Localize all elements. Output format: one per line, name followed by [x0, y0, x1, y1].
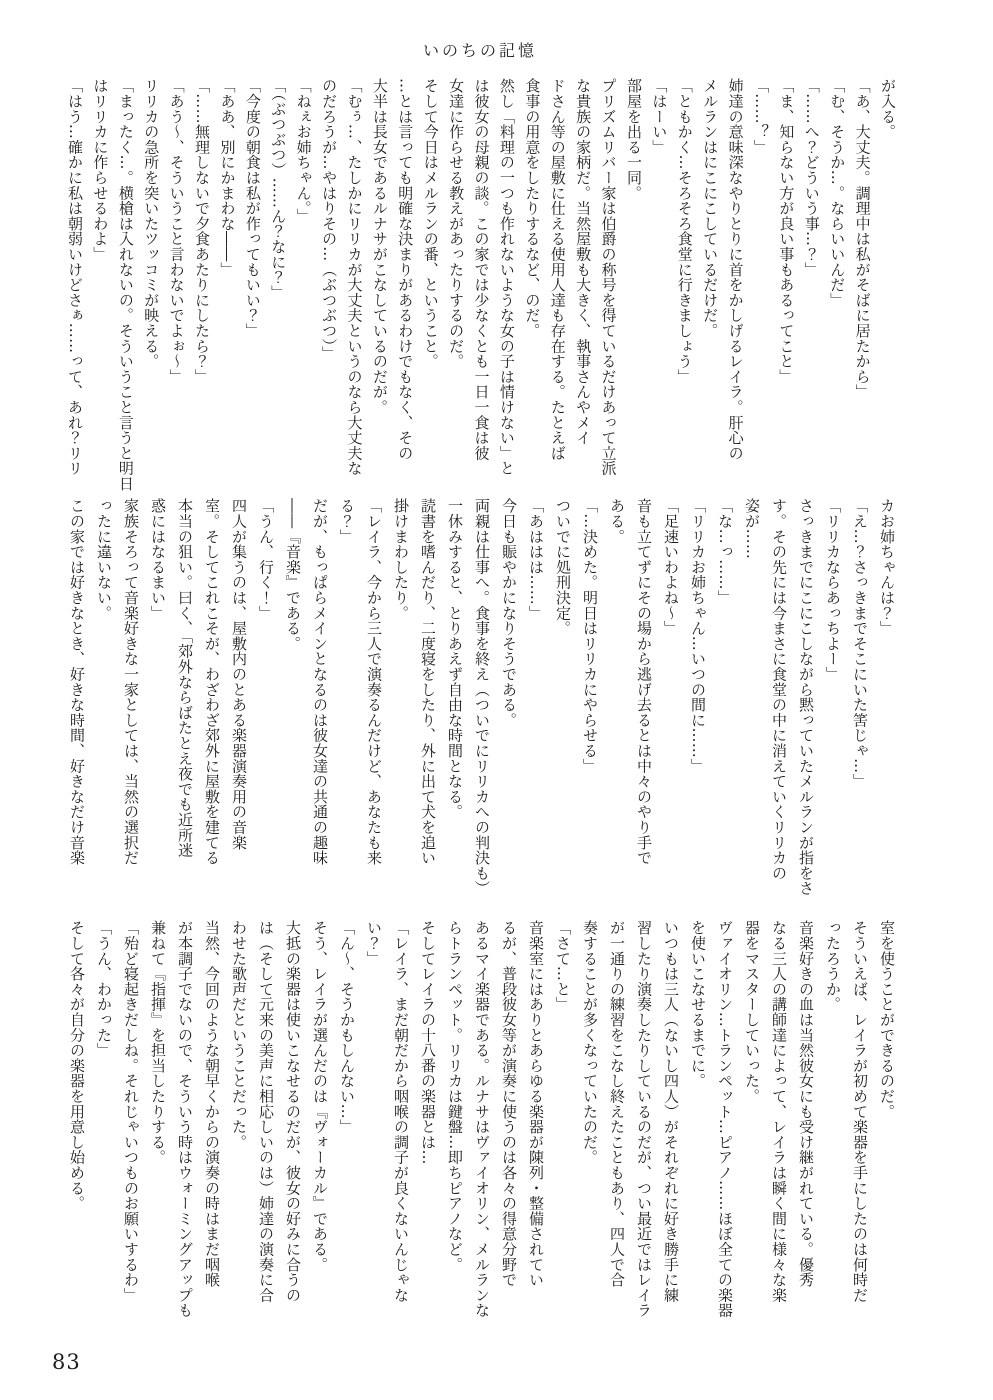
text-column: を使いこなせるまでに。	[689, 920, 707, 1089]
text-column: ヴァイオリン…トランペット…ピアノ……ほぼ全ての楽器	[716, 920, 734, 1318]
text-column: 器をマスターしていった。	[743, 920, 761, 1104]
text-column: 「……無理しないで夕食あたりにしたら？」	[193, 78, 212, 384]
text-column: るが、普段彼女等が演奏に使うのは各々の得意分野で	[500, 920, 518, 1288]
text-column: 両親は仕事へ。食事を終え（ついでにリリカへの判決も）	[473, 498, 491, 896]
text-column: なる三人の講師達によって、レイラは瞬く間に様々な楽	[770, 920, 788, 1303]
text-column: る？」	[338, 498, 356, 544]
text-column: 本当の狙い。曰く、「郊外ならばたとえ夜でも近所迷	[176, 498, 194, 858]
text-column: そして各々が自分の楽器を用意し始める。	[68, 920, 86, 1211]
text-column: わせた歌声だということだった。	[230, 920, 248, 1150]
text-column: 今日も賑やかになりそうである。	[500, 498, 518, 728]
text-column: 「……？」	[751, 78, 770, 155]
text-column: 「殆ど寝起きだしね。それじゃいつものお願いするわ」	[122, 920, 140, 1303]
text-column: はリリカに作らせるわよ」	[91, 78, 110, 262]
text-column: 然し「料理の一つも作れないような女の子は情けない」と	[497, 78, 516, 476]
text-column: 「リリカお姉ちゃん…いつの間に……」	[689, 498, 707, 774]
text-column: 「うん、行く！」	[257, 498, 275, 621]
text-column: そう、レイラが選んだのは『ヴォーカル』である。	[311, 920, 329, 1272]
text-column: 習したり演奏したりしているのだが、つい最近ではレイラ	[635, 920, 653, 1318]
text-column: ったろうか。	[824, 920, 842, 1012]
text-column: …とは言っても明確な決まりがあるわけでもなく、その	[396, 78, 415, 461]
text-column: 「はう…確かに私は朝弱いけどさぁ……って、あれ？リリ	[66, 78, 84, 476]
text-column: 音も立てずにその場から逃げ去るとは中々のやり手で	[635, 498, 653, 866]
text-band-middle	[63, 498, 900, 918]
text-column: 読書を嗜んだり、二度寝をしたり、外に出て犬を追い	[419, 498, 437, 866]
page-number: 83	[52, 1350, 81, 1374]
text-column: 「レイラ、まだ朝だから咽喉の調子が良くないんじゃな	[392, 920, 410, 1303]
text-column: リリカの急所を突いたツッコミが映える。	[142, 78, 161, 369]
text-column: 四人が集うのは、屋敷内のとある楽器演奏用の音楽	[230, 498, 248, 850]
text-column: 兼ねて『指揮』を担当したりする。	[149, 920, 167, 1165]
text-column: 「あ、大丈夫。調理中は私がそばに居たから」	[853, 78, 872, 400]
text-column: 「ともかく…そろそろ食堂に行きましょう」	[675, 78, 694, 384]
text-column: 「え…？さっきまでそこにいた筈じゃ…」	[851, 498, 869, 789]
text-column: 食事の用意をしたりするなど、のだ。	[523, 78, 542, 339]
text-column: さっきまでにこにこしながら黙っていたメルランが指をさ	[797, 498, 815, 896]
text-column: 「ん～、そうかもしんない…」	[338, 920, 356, 1135]
text-column: 室を使うことができるのだ。	[878, 920, 896, 1119]
text-column: が入る。	[879, 78, 897, 140]
text-column: そして今日はメルランの番、ということ。	[421, 78, 440, 369]
text-column: 音楽室にはありとあらゆる楽器が陳列・整備されてい	[527, 920, 545, 1288]
text-column: す。その先には今まさに食堂の中に消えていくリリカの	[770, 498, 788, 881]
text-column: 大抵の楽器は使いこなせるのだが、彼女の好みに合うの	[284, 920, 302, 1303]
text-column: 「……へ？どういう事…？」	[802, 78, 821, 277]
text-column: な貴族の家柄だ。当然屋敷も大きく、執事さんやメイ	[574, 78, 593, 446]
text-column: 音楽好きの血は当然彼女にも受け継がれている。優秀	[797, 920, 815, 1288]
text-column: い？」	[365, 920, 383, 966]
text-column: だが、もっぱらメインとなるのは彼女達の共通の趣味	[311, 498, 329, 866]
text-column: は彼女の母親の談。この家では少なくとも一日一食は彼	[472, 78, 491, 461]
text-column: のだろうが…やはりその…（ぶつぶつ）」	[320, 78, 339, 362]
text-column: 「リリカならあっちよー」	[824, 498, 842, 682]
text-column: あるマイ楽器である。ルナサはヴァイオリン、メルランな	[473, 920, 491, 1318]
text-column: ったに違いない。	[95, 498, 113, 621]
text-column: 女達に作らせる教えがあったりするのだ。	[447, 78, 466, 369]
text-column: 大半は長女であるルナサがこなしているのだが。	[370, 78, 389, 415]
text-column: が本調子でないので、そういう時はウォーミングアップも	[176, 920, 194, 1318]
text-column: 姉達の意味深なやりとりに首をかしげるレイラ。肝心の	[726, 78, 745, 461]
text-column: 「はーい」	[650, 78, 669, 155]
text-column: 「今度の朝食は私が作ってもいい？」	[243, 78, 262, 339]
text-band-top	[62, 78, 900, 498]
text-column: いつもは三人（ないし四人）がそれぞれに好き勝手に練	[662, 920, 680, 1303]
text-column: この家では好きなとき、好きな時間、好きなだけ音楽	[68, 498, 86, 866]
text-column: 部屋を出る一同。	[624, 78, 643, 201]
text-column: 「む、そうか…。ならいいんだ」	[828, 78, 847, 308]
text-column: は（そして元来の美声に相応しいのは）姉達の演奏に合	[257, 920, 275, 1303]
text-column: 掛けまわしたり。	[392, 498, 410, 621]
text-column: 「さて…と」	[554, 920, 572, 1012]
text-column: 「あははは……」	[527, 498, 545, 621]
text-column: 惑にはなるまい」	[149, 498, 167, 621]
text-column: 「ああ、別にかまわな――」	[218, 78, 237, 277]
text-column: らトランペット。リリカは鍵盤…即ちピアノなど。	[446, 920, 464, 1272]
text-column: 「ま、知らない方が良い事もあるってこと」	[777, 78, 796, 384]
text-column: 姿が……	[743, 498, 761, 560]
text-column: 当然、今回のような朝早くからの演奏の時はまだ咽喉	[203, 920, 221, 1288]
text-column: メルランはにこにこしているだけだ。	[701, 78, 720, 339]
text-column: そしてレイラの十八番の楽器とは…	[419, 920, 437, 1165]
text-column: 「うん、わかった」	[95, 920, 113, 1058]
text-column: 「（ぶつぶつ）……ん？なに？」	[269, 78, 288, 300]
text-column: 奏することが多くなっていたのだ。	[581, 920, 599, 1165]
text-column: 「レイラ、今から三人で演奏るんだけど、あなたも来	[365, 498, 383, 866]
text-column: 「まったく…。横槍は入れないの。そういうこと言うと明日	[116, 78, 135, 492]
text-column: ドさん等の屋敷に仕える使用人達も存在する。たとえば	[548, 78, 567, 461]
text-column: 「な…っ……」	[716, 498, 734, 606]
text-column: ある。	[608, 498, 626, 544]
text-column: 「…決めた。明日はリリカにやらせる」	[581, 498, 599, 774]
text-column: 「ねぇお姉ちゃん。」	[294, 78, 313, 224]
text-column: そういえば、レイラが初めて楽器を手にしたのは何時だ	[851, 920, 869, 1303]
text-column: 「むぅ…、たしかにリリカが大丈夫というのなら大丈夫な	[345, 78, 364, 476]
text-band-bottom	[63, 920, 900, 1340]
text-column: カお姉ちゃんは？」	[878, 498, 896, 636]
page-title: いのちの記憶	[422, 41, 537, 60]
text-column: 「あう～、そういうこと言わないでよぉ～」	[167, 78, 186, 384]
text-column: が一通りの練習をこなし終えたこともあり、四人で合	[608, 920, 626, 1288]
text-column: プリズムリバー家は伯爵の称号を得ているだけあって立派	[599, 78, 618, 476]
text-column: 家族そろって音楽好きな一家としては、当然の選択だ	[122, 498, 140, 866]
text-column: 一休みすると、とりあえず自由な時間となる。	[446, 498, 464, 820]
text-column: ――『音楽』である。	[284, 498, 302, 651]
text-column: 室。そしてこれこそが、わざわざ郊外に屋敷を建てる	[203, 498, 221, 866]
text-column: 「足速いわよね～」	[662, 498, 680, 636]
text-column: ついでに処刑決定。	[554, 498, 572, 636]
